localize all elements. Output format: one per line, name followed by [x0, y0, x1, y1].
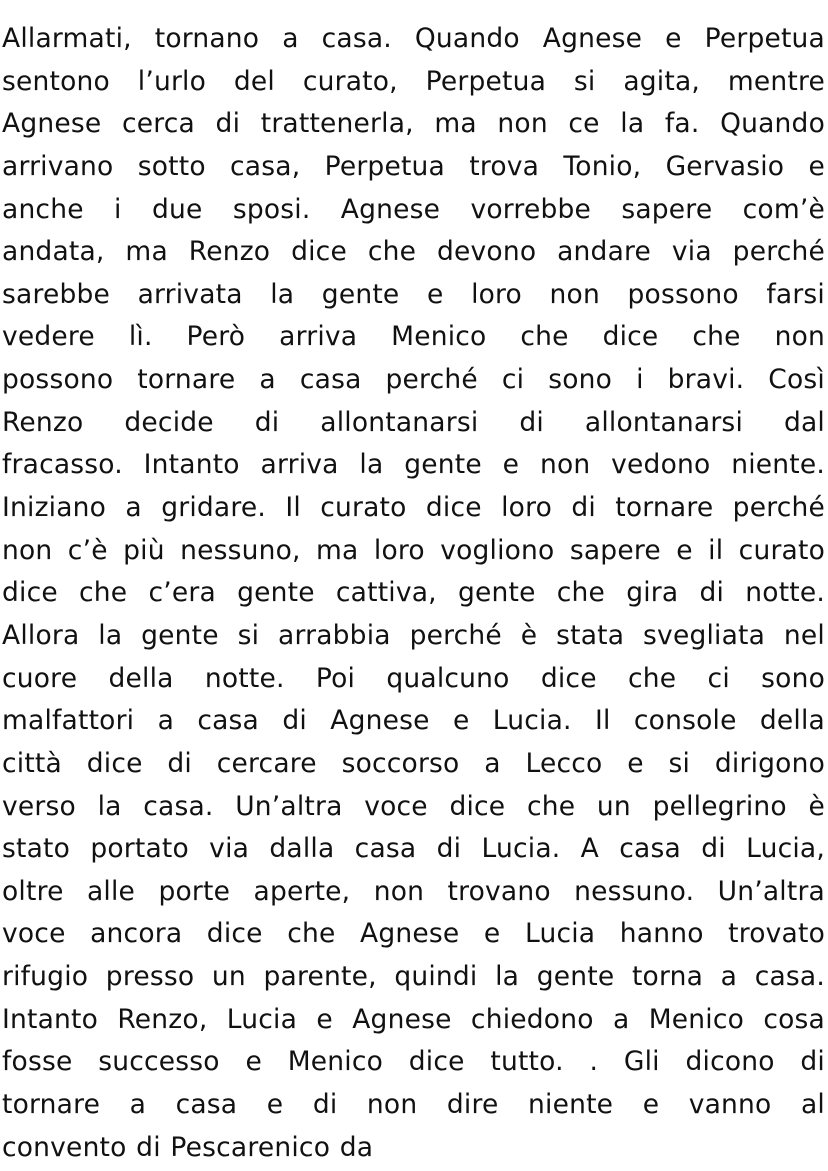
text-line-21: oltre alle porte aperte, non trovano nessuno. Un’altra — [2, 875, 825, 907]
text-line-9: possono tornare a casa perché ci sono i bravi. Così — [2, 364, 825, 396]
text-line-15: Allora la gente si arrabbia perché è stata svegliata nel — [2, 619, 825, 651]
text-line-24: Intanto Renzo, Lucia e Agnese chiedono a Menico cosa — [2, 1003, 825, 1035]
text-line-4: arrivano sotto casa, Perpetua trova Tonio, Gervasio e — [2, 150, 825, 182]
text-line-26: tornare a casa e di non dire niente e vanno al — [2, 1089, 825, 1121]
text-line-5: anche i due sposi. Agnese vorrebbe sapere com’è — [2, 193, 825, 225]
text-line-14: dice che c’era gente cattiva, gente che gira di notte. — [2, 577, 825, 609]
text-line-6: andata, ma Renzo dice che devono andare via perché — [2, 236, 825, 268]
text-line-3: Agnese cerca di trattenerla, ma non ce la fa. Quando — [2, 108, 825, 140]
text-line-16: cuore della notte. Poi qualcuno dice che ci sono — [2, 662, 825, 694]
text-line-7: sarebbe arrivata la gente e loro non possono farsi — [2, 278, 825, 310]
text-line-13: non c’è più nessuno, ma loro vogliono sapere e il curato — [2, 534, 825, 566]
text-line-25: fosse successo e Menico dice tutto. . Gli dicono di — [2, 1046, 825, 1078]
text-line-12: Iniziano a gridare. Il curato dice loro di tornare perché — [2, 492, 825, 524]
text-line-1: Allarmati, tornano a casa. Quando Agnese e Perpetua — [2, 23, 825, 54]
text-line-20: stato portato via dalla casa di Lucia. A casa di Lucia, — [2, 833, 825, 865]
text-line-27: convento di Pescarenico da — [2, 1131, 374, 1163]
text-line-11: fracasso. Intanto arriva la gente e non vedono niente. — [2, 449, 825, 481]
text-line-22: voce ancora dice che Agnese e Lucia hanno trovato — [2, 918, 825, 950]
text-line-2: sentono l’urlo del curato, Perpetua si agita, mentre — [2, 65, 825, 97]
text-line-18: città dice di cercare soccorso a Lecco e si dirigono — [2, 747, 825, 779]
text-line-23: rifugio presso un parente, quindi la gente torna a casa. — [2, 961, 825, 993]
text-line-10: Renzo decide di allontanarsi di allontanarsi dal — [2, 406, 825, 438]
text-line-17: malfattori a casa di Agnese e Lucia. Il console della — [2, 705, 825, 737]
text-line-19: verso la casa. Un’altra voce dice che un pellegrino è — [2, 790, 825, 822]
text-line-8: vedere lì. Però arriva Menico che dice che non — [2, 321, 825, 353]
body-paragraph — [2, 18, 825, 1169]
